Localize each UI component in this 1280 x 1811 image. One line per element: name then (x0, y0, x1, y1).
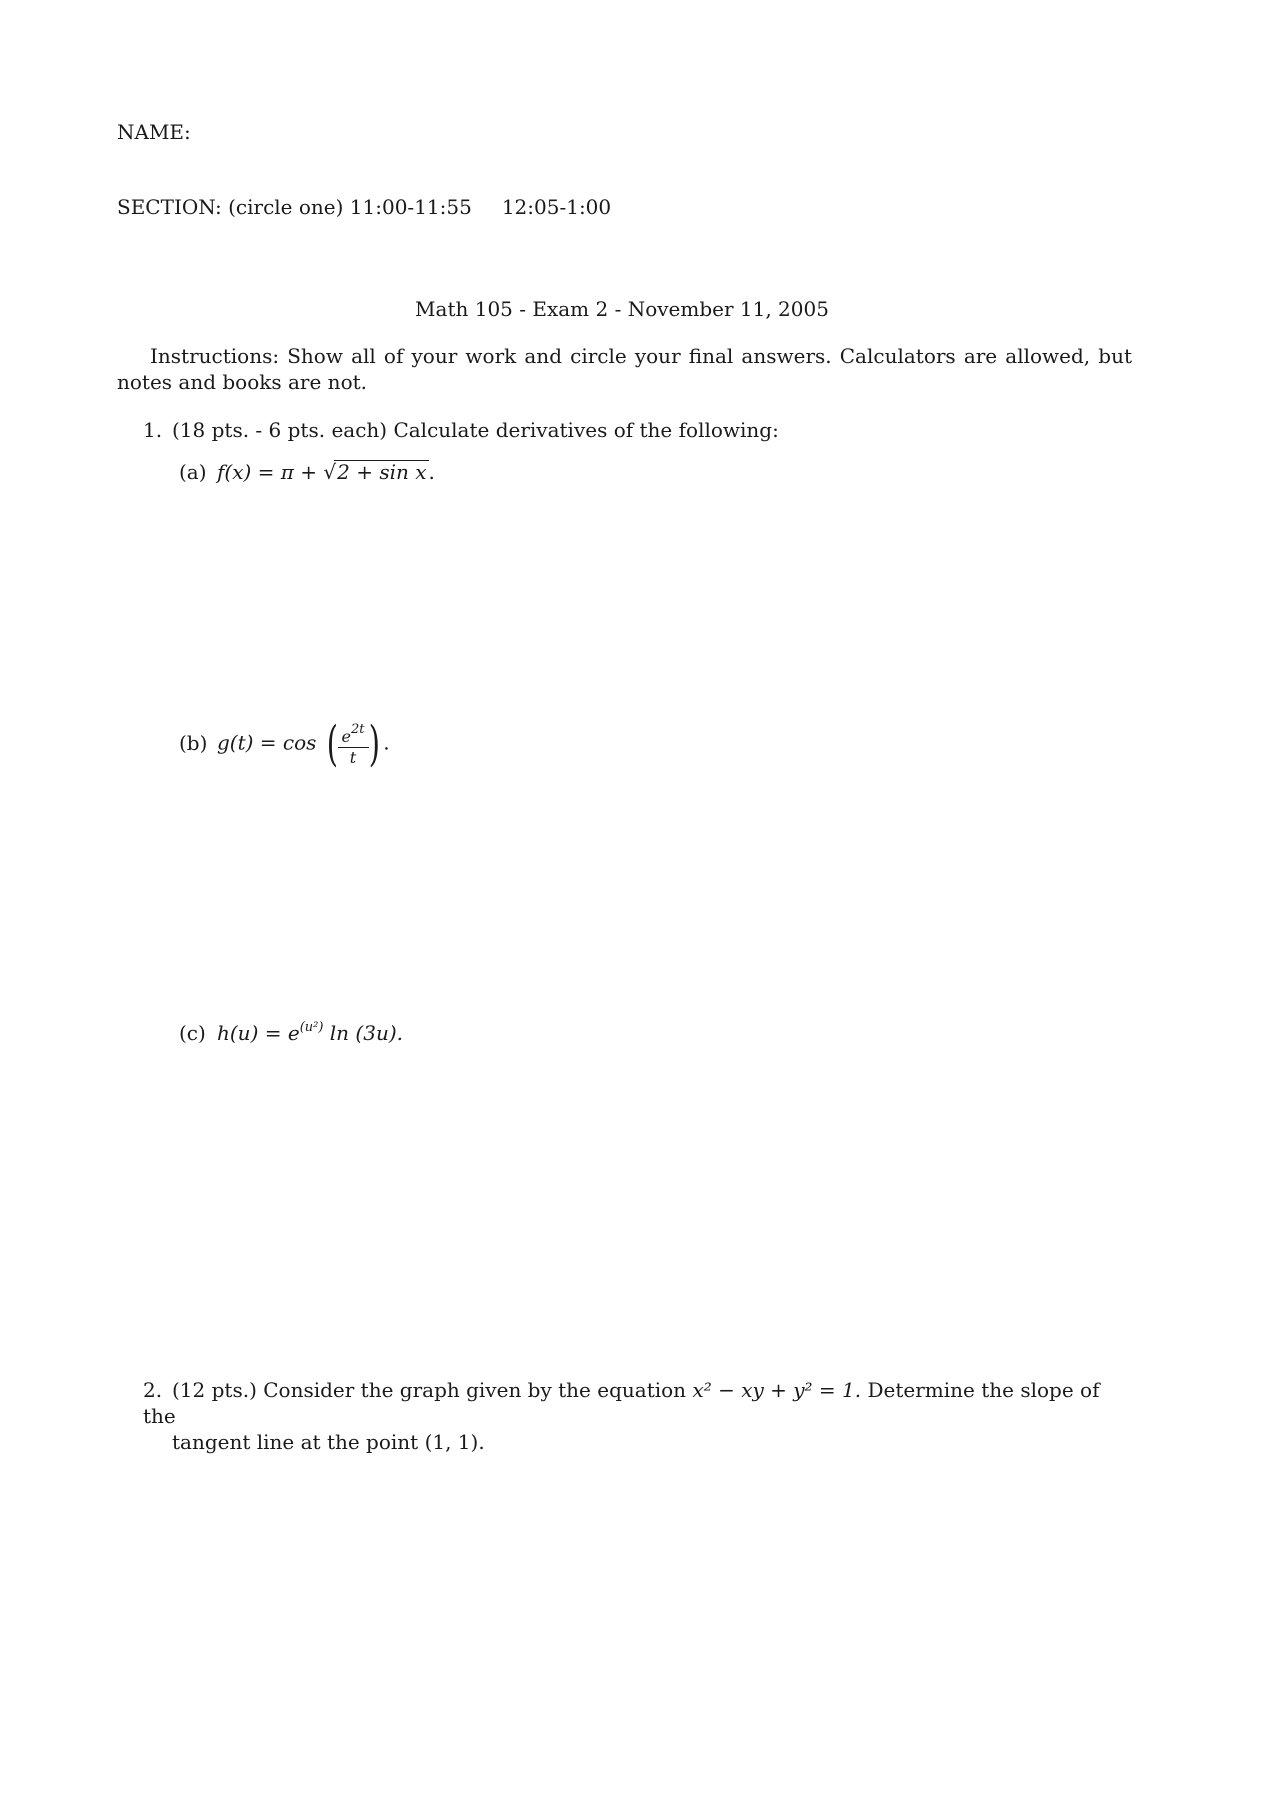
question-2-text-1: (12 pts.) Consider the graph given by the equation (172, 1378, 687, 1402)
question-number: 1. (143, 418, 163, 442)
question-text: (18 pts. - 6 pts. each) Calculate derivatives of the following: (172, 418, 779, 442)
question-1-part-b (179, 716, 390, 772)
part-a-end: . (428, 460, 435, 484)
question-2-text-2: Determine the slope of the (143, 1378, 1100, 1428)
question-2-equation: x² − xy + y² = 1. (692, 1378, 862, 1402)
part-label: (b) (179, 730, 208, 755)
question-1-part-a (179, 460, 435, 484)
part-a-lhs: f(x) = π + (217, 460, 324, 484)
part-a-radicand: 2 + sin x (334, 460, 428, 483)
instructions: Instructions: Show all of your work and circle your final answers. Calculators are allowed, but notes and books are not. (117, 344, 1132, 394)
question-2-text-3: tangent line at the point (1, 1). (172, 1430, 485, 1454)
part-b-end: . (383, 730, 390, 755)
part-label: (a) (179, 460, 207, 484)
section-option-2: 12:05-1:00 (501, 195, 612, 219)
right-paren: ) (368, 716, 380, 772)
question-1-part-c (179, 1020, 403, 1045)
question-1 (143, 418, 779, 442)
part-c-exponent: (u²) (299, 1020, 324, 1035)
fraction-numerator: e (341, 727, 351, 746)
part-b-fraction (338, 721, 369, 767)
section-choice (117, 195, 611, 219)
part-label: (c) (179, 1021, 206, 1045)
part-c-lhs: h(u) = e (217, 1021, 300, 1045)
part-b-lhs: g(t) = cos (217, 730, 317, 755)
question-number: 2. (143, 1378, 163, 1402)
numerator-exponent: 2t (351, 722, 365, 737)
part-c-rest: ln (3u). (323, 1021, 403, 1045)
name-field-label: NAME: (117, 120, 191, 144)
question-2 (143, 1377, 1133, 1455)
section-label: SECTION: (circle one) 11:00-11:55 (117, 195, 472, 219)
fraction-denominator: t (349, 748, 357, 767)
left-paren: ( (326, 716, 338, 772)
exam-title: Math 105 - Exam 2 - November 11, 2005 (415, 297, 829, 321)
sqrt-symbol: √ (323, 460, 337, 484)
